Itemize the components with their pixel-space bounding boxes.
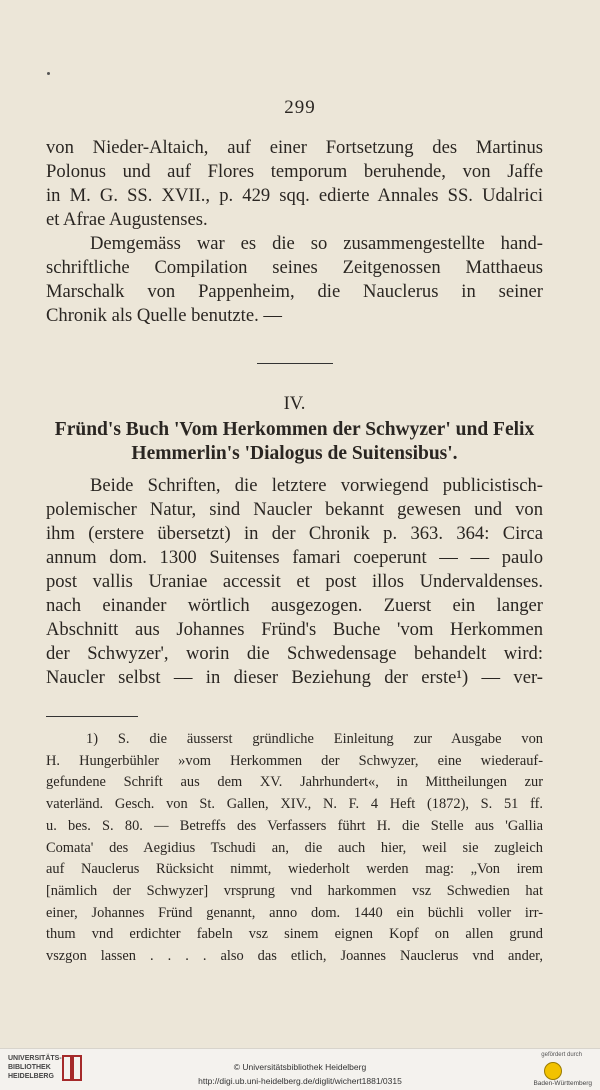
logo-line: HEIDELBERG bbox=[8, 1073, 54, 1080]
footnote bbox=[46, 729, 543, 968]
text-line: annum dom. 1300 Suitenses famari coeperunt — — paulo bbox=[46, 547, 543, 568]
text-line: et Afrae Augustenses. bbox=[46, 209, 208, 230]
text-line: nach einander wörtlich ausgezogen. Zuerst ein langer bbox=[46, 595, 543, 616]
footnote-line: gefundene Schrift aus dem XV. Jahrhundert«, in Mittheilungen zur bbox=[46, 774, 543, 791]
paragraph-beide-schriften bbox=[46, 474, 543, 690]
section-separator bbox=[257, 363, 333, 364]
text-line: in M. G. SS. XVII., p. 429 sqq. edierte Annales SS. Udalrici bbox=[46, 185, 543, 206]
ink-speck bbox=[47, 72, 50, 75]
text-line: Marschalk von Pappenheim, die Nauclerus in seiner bbox=[46, 281, 543, 302]
text-line: Polonus und auf Flores temporum beruhende, von Jaffe bbox=[46, 161, 543, 182]
text-line: Abschnitt aus Johannes Fründ's Buche 'vom Herkommen bbox=[46, 619, 543, 640]
page-number: 299 bbox=[284, 97, 316, 118]
permalink-url[interactable]: http://digi.ub.uni-heidelberg.de/diglit/wichert1881/0315 bbox=[198, 1076, 402, 1086]
copyright-notice: © Universitätsbibliothek Heidelberg bbox=[233, 1062, 367, 1072]
text-line: schriftliche Compilation seines Zeitgenossen Matthaeus bbox=[46, 257, 543, 278]
text-line: der Schwyzer', worin die Schwedensage behandelt wird: bbox=[46, 643, 543, 664]
footnote-line: H. Hungerbühler »vom Herkommen der Schwyzer, eine wiederauf- bbox=[46, 752, 543, 769]
text-line: polemischer Natur, sind Naucler bekannt gewesen und von bbox=[46, 499, 543, 520]
body-text bbox=[46, 136, 543, 690]
text-line: von Nieder-Altaich, auf einer Fortsetzung des Martinus bbox=[46, 137, 543, 158]
text-line: Naucler selbst — in dieser Beziehung der erste¹) — ver- bbox=[46, 667, 543, 688]
text-line: post vallis Uraniae accessit et post illos Undervaldenses. bbox=[46, 571, 543, 592]
footnote-line: auf Nauclerus Rücksicht nimmt, wiederholt werden mag: „Von irem bbox=[46, 861, 543, 878]
footnote-line: [nämlich der Schwyzer] vrsprung vnd harkommen vsz Schwedien hat bbox=[46, 882, 543, 899]
paragraph-continuation bbox=[46, 136, 543, 232]
section-heading-line: Fründ's Buch 'Vom Herkommen der Schwyzer' und Felix bbox=[54, 419, 535, 440]
text-line: Demgemäss war es die so zusammengestellte hand- bbox=[90, 233, 543, 254]
text-line: Beide Schriften, die letztere vorwiegend publicistisch- bbox=[90, 475, 543, 496]
footnote-line: vszgon lassen . . . . also das etlich, Joannes Nauclerus vnd ander, bbox=[46, 948, 543, 965]
state-coat-of-arms-icon bbox=[544, 1062, 562, 1080]
footnote-line: u. bes. S. 80. — Betreffs des Verfassers führt H. die Stelle aus 'Gallia bbox=[46, 817, 543, 834]
footnote-line: einer, Johannes Fründ genannt, anno dom. 1440 ein büchli voller irr- bbox=[46, 904, 543, 921]
section-number: IV. bbox=[283, 393, 306, 414]
text-line: Chronik als Quelle benutzte. — bbox=[46, 305, 282, 326]
footnote-line: thum vnd erdichter fabeln vsz sinem eignen Kopf on allen grund bbox=[46, 926, 543, 943]
funded-by-label: gefördert durch bbox=[541, 1052, 582, 1058]
logo-line: UNIVERSITÄTS- bbox=[8, 1055, 62, 1062]
viewer-footer bbox=[0, 1048, 600, 1090]
text-line: ihm (erstere übersetzt) in der Chronik p. 363. 364: Circa bbox=[46, 523, 543, 544]
footnote-line: 1) S. die äusserst gründliche Einleitung zur Ausgabe von bbox=[86, 731, 543, 747]
paragraph-demgemaess bbox=[46, 232, 543, 328]
footnote-separator bbox=[46, 716, 138, 717]
funder-name: Baden-Württemberg bbox=[533, 1080, 592, 1087]
footnote-line: vaterländ. Gesch. von St. Gallen, XIV., N. F. 4 Heft (1872), S. 51 ff. bbox=[46, 796, 543, 813]
logo-line: BIBLIOTHEK bbox=[8, 1064, 51, 1071]
section-heading-line: Hemmerlin's 'Dialogus de Suitensibus'. bbox=[131, 443, 458, 464]
footnote-line: Comata' des Aegidius Tschudi an, die auch hier, weil sie zugleich bbox=[46, 839, 543, 856]
